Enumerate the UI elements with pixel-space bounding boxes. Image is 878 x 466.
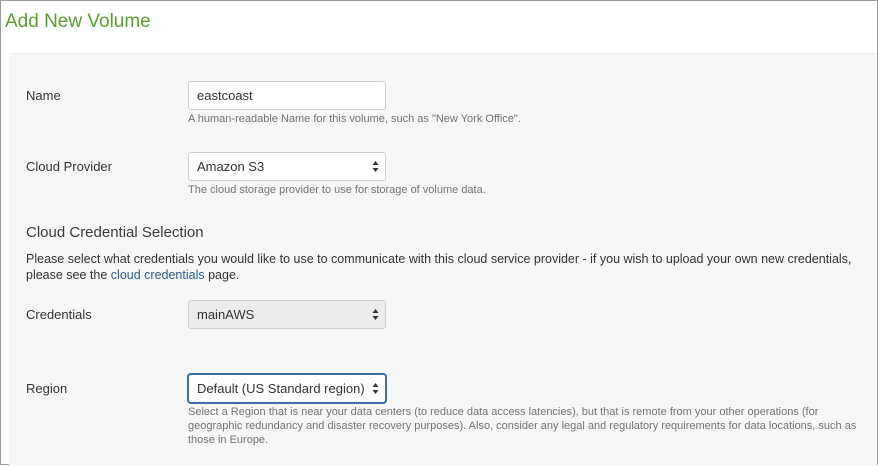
credentials-value: mainAWS bbox=[197, 307, 255, 322]
region-select[interactable] bbox=[188, 374, 386, 403]
credential-section-text bbox=[26, 251, 866, 283]
cloud-provider-value: Amazon S3 bbox=[197, 159, 265, 174]
credentials-select[interactable] bbox=[188, 300, 386, 329]
name-help: A human-readable Name for this volume, such as "New York Office". bbox=[188, 113, 521, 125]
cloud-credentials-link[interactable]: cloud credentials bbox=[110, 268, 205, 282]
credential-text-before: Please select what credentials you would like to use to communicate with this cloud service provider - if you wish to upload your own new credentials, please see the bbox=[26, 252, 852, 282]
cloud-provider-help: The cloud storage provider to use for storage of volume data. bbox=[188, 184, 486, 196]
name-label: Name bbox=[26, 88, 61, 103]
name-input[interactable] bbox=[188, 81, 386, 110]
page-title: Add New Volume bbox=[5, 11, 151, 32]
select-arrows-icon bbox=[372, 308, 379, 321]
cloud-provider-label: Cloud Provider bbox=[26, 159, 112, 174]
form-panel bbox=[9, 53, 877, 466]
region-value: Default (US Standard region) bbox=[197, 381, 365, 396]
credentials-label: Credentials bbox=[26, 307, 92, 322]
credential-section-heading: Cloud Credential Selection bbox=[26, 224, 204, 241]
cloud-provider-select[interactable] bbox=[188, 152, 386, 181]
region-label: Region bbox=[26, 381, 68, 396]
select-arrows-icon bbox=[372, 382, 379, 395]
credential-text-after: page. bbox=[204, 268, 240, 282]
region-help: Select a Region that is near your data centers (to reduce data access latencies), but that is remote from your other operations (for geographic redundancy and disaster recovery purposes). Also, consider any legal and regulatory requirements for data locations, such as those in Europe. bbox=[188, 406, 857, 446]
select-arrows-icon bbox=[372, 160, 379, 173]
